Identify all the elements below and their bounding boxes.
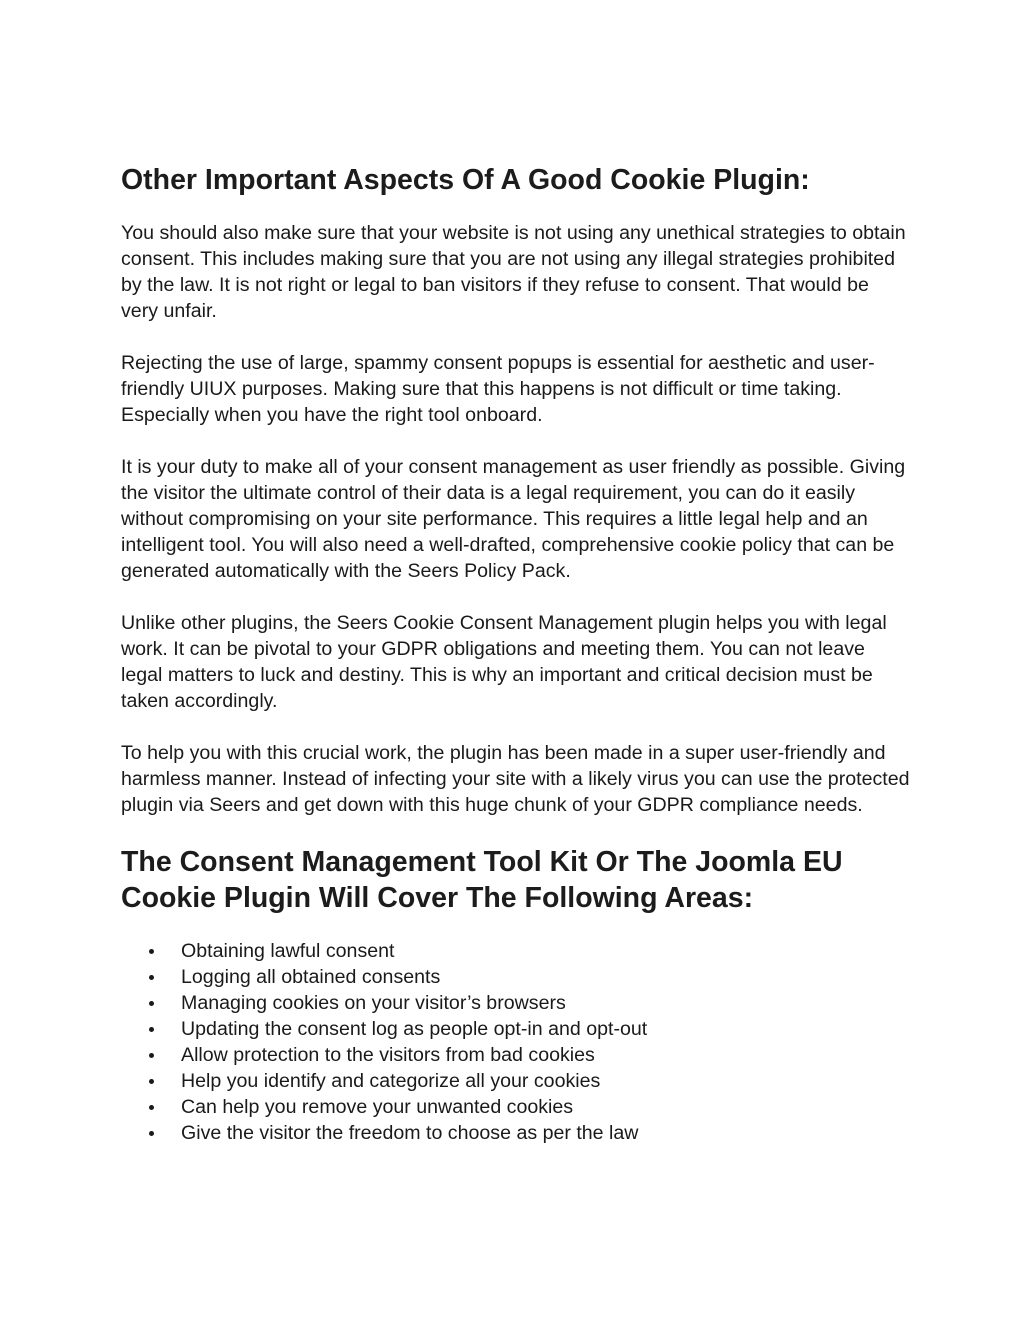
bullet-icon — [149, 1105, 154, 1110]
list-item-text: Obtaining lawful consent — [181, 940, 395, 962]
paragraph: It is your duty to make all of your consent management as user friendly as possible. Giving the visitor the ultimate control of their data is a legal requirement, you can do it easily without compromising on your site performance. This requires a little legal help and an intelligent tool. You will also need a well-drafted, comprehensive cookie policy that can be generated automatically with the Seers Policy Pack. — [121, 456, 906, 582]
list-item — [181, 990, 911, 1016]
list-item-text: Logging all obtained consents — [181, 966, 441, 988]
list-item — [181, 1068, 911, 1094]
list-item-text: Managing cookies on your visitor’s browsers — [181, 992, 566, 1014]
paragraph: Rejecting the use of large, spammy consent popups is essential for aesthetic and user-friendly UIUX purposes. Making sure that this happens is not difficult or time taking. Especially when you have the right tool onboard. — [121, 352, 875, 426]
paragraph: Unlike other plugins, the Seers Cookie Consent Management plugin helps you with legal work. It can be pivotal to your GDPR obligations and meeting them. You can not leave legal matters to luck and destiny. This is why an important and critical decision must be taken accordingly. — [121, 612, 887, 712]
bullet-icon — [149, 975, 154, 980]
list-item-text: Can help you remove your unwanted cookies — [181, 1096, 574, 1118]
document-page — [121, 160, 911, 1146]
list-item — [181, 964, 911, 990]
coverage-list — [121, 938, 911, 1146]
list-item — [181, 1094, 911, 1120]
bullet-icon — [149, 1001, 154, 1006]
list-item-text: Give the visitor the freedom to choose as per the law — [181, 1122, 639, 1144]
list-item — [181, 1042, 911, 1068]
paragraph: To help you with this crucial work, the plugin has been made in a super user-friendly and harmless manner. Instead of infecting your site with a likely virus you can use the protected plugin via Seers and get down with this huge chunk of your GDPR compliance needs. — [121, 742, 910, 816]
list-item — [181, 1016, 911, 1042]
section-heading-aspects: Other Important Aspects Of A Good Cookie Plugin: — [121, 164, 810, 196]
bullet-icon — [149, 1053, 154, 1058]
list-item-text: Allow protection to the visitors from bad cookies — [181, 1044, 595, 1066]
bullet-icon — [149, 949, 154, 954]
bullet-icon — [149, 1131, 154, 1136]
bullet-icon — [149, 1027, 154, 1032]
section-heading-coverage: The Consent Management Tool Kit Or The Joomla EU Cookie Plugin Will Cover The Following Areas: — [121, 846, 843, 914]
paragraph: You should also make sure that your website is not using any unethical strategies to obtain consent. This includes making sure that you are not using any illegal strategies prohibited by the law. It is not right or legal to ban visitors if they refuse to consent. That would be very unfair. — [121, 222, 906, 322]
list-item — [181, 1120, 911, 1146]
list-item — [181, 938, 911, 964]
bullet-icon — [149, 1079, 154, 1084]
list-item-text: Help you identify and categorize all your cookies — [181, 1070, 601, 1092]
list-item-text: Updating the consent log as people opt-in and opt-out — [181, 1018, 648, 1040]
